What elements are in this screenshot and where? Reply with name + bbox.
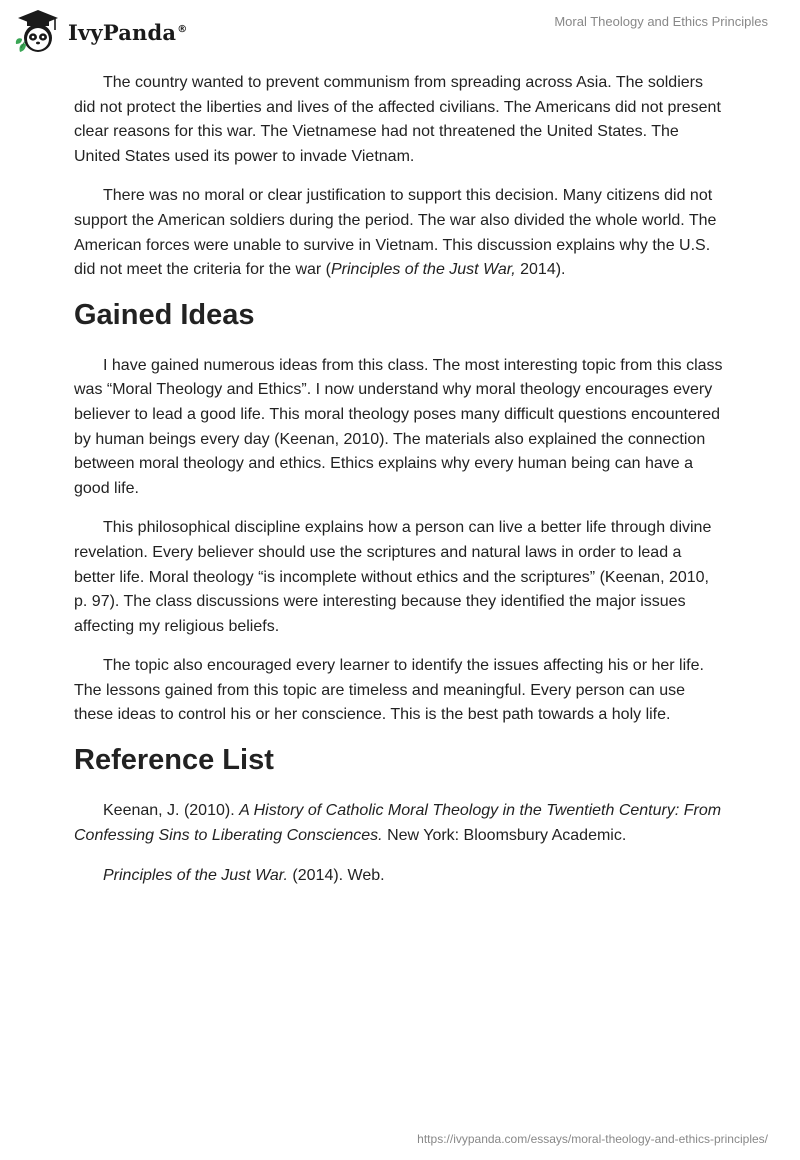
document-title: Moral Theology and Ethics Principles bbox=[554, 14, 768, 29]
paragraph-gained-3: The topic also encouraged every learner to identify the issues affecting his or her life. The lessons gained from this topic are timeless and meaningful. Every person can use these ideas to control his or her conscience. This is the best path towards a holy life. bbox=[74, 657, 704, 724]
brand-name bbox=[68, 20, 187, 45]
paragraph-vietnam-reasons: The country wanted to prevent communism from spreading across Asia. The soldiers did not protect the liberties and lives of the affected civilians. The Americans did not present clear reasons for this war. The Vietnamese had not threatened the United States. The United States used its power to invade Vietnam. bbox=[74, 74, 721, 165]
reference-just-war bbox=[74, 864, 726, 889]
reference-title: A History of Catholic Moral Theology in the Twentieth Century: From Confessing Sins to Liberating Consciences. bbox=[74, 802, 722, 844]
page-header bbox=[0, 0, 800, 60]
citation-title: Principles of the Just War, bbox=[331, 261, 516, 279]
paragraph-justification bbox=[74, 184, 726, 282]
ivypanda-logo[interactable] bbox=[14, 8, 187, 56]
reference-title: Principles of the Just War. bbox=[103, 867, 288, 885]
reference-publisher: New York: Bloomsbury Academic. bbox=[382, 826, 627, 844]
paragraph-gained-1: I have gained numerous ideas from this class. The most interesting topic from this class was “Moral Theology and Ethics”. I now understand why moral theology encourages every believer to lead a good life. This moral theology poses many difficult questions encountered by human beings every day (Keenan, 2010). The materials also explained the connection between moral theology and ethics. Ethics explains why every human being can have a good life. bbox=[74, 356, 723, 497]
heading-reference-list: Reference List bbox=[74, 744, 274, 777]
panda-graduate-icon bbox=[14, 8, 62, 56]
source-url-link[interactable]: https://ivypanda.com/essays/moral-theology-and-ethics-principles/ bbox=[417, 1132, 768, 1146]
heading-gained-ideas: Gained Ideas bbox=[74, 298, 255, 331]
reference-year: (2014). Web. bbox=[287, 867, 385, 885]
reference-keenan bbox=[74, 799, 726, 848]
paragraph-gained-2: This philosophical discipline explains how a person can live a better life through divine revelation. Every believer should use the scriptures and natural laws in order to lead a better life. Moral theology “is incomplete without ethics and the scriptures” (Keenan, 2010, p. 97). The class discussions were interesting because they identified the major issues affecting my religious beliefs. bbox=[74, 519, 712, 635]
brand-label: IvyPanda bbox=[68, 19, 177, 45]
reference-authors: Keenan, J. (2010). bbox=[103, 802, 240, 820]
citation-year: 2014). bbox=[515, 261, 566, 279]
paragraph-text: There was no moral or clear justification to support this decision. Many citizens did not support the American soldiers during the period. The war also divided the whole world. The American forces were unable to survive in Vietnam. This discussion explains why the U.S. did not meet the criteria for the war ( bbox=[74, 187, 717, 279]
registered-mark: ® bbox=[177, 23, 188, 35]
essay-body bbox=[74, 71, 726, 905]
